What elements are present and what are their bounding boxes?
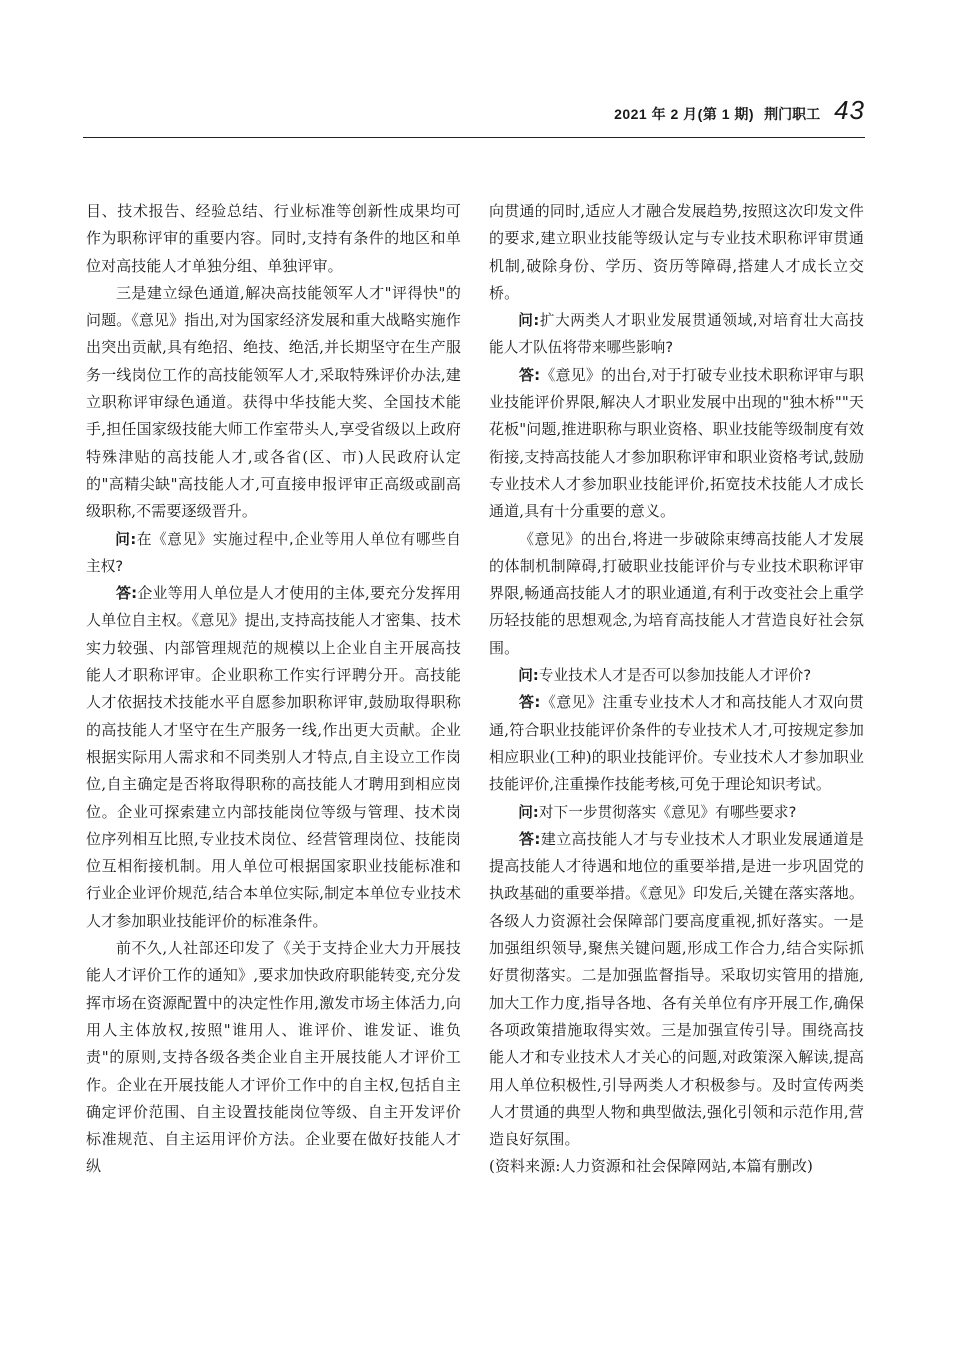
body-paragraph: 目、技术报告、经验总结、行业标准等创新性成果均可作为职称评审的重要内容。同时,支持有条件的地区和单位对高技能人才单独分组、单独评审。 [86,202,461,275]
question-paragraph [86,526,461,581]
issue-date: 2021 年 2 月(第 1 期) [614,106,755,122]
answer-label: 答: [519,693,541,712]
answer-text: 企业等用人单位是人才使用的主体,要充分发挥用人单位自主权。《意见》提出,支持高技能人才密集、技术实力较强、内部管理规范的规模以上企业自主开展高技能人才职称评审。企业职称工作实行评聘分开。高技能人才依据技术技能水平自愿参加职称评审,鼓励取得职称的高技能人才坚守在生产服务一线,作出更大贡献。企业根据实际用人需求和不同类别人才特点,自主设立工作岗位,自主确定是否将取得职称的高技能人才聘用到相应岗位。企业可探索建立内部技能岗位等级与管理、技术岗位序列相互比照,专业技术岗位、经营管理岗位、技能岗位互相衔接机制。用人单位可根据国家职业技能标准和行业企业评价规范,结合本单位实际,制定本单位专业技术人才参加职业技能评价的标准条件。 [86,584,461,930]
question-label: 问: [115,530,137,548]
body-paragraph: (资料来源:人力资源和社会保障网站,本篇有删改) [489,1157,813,1176]
question-label: 问: [518,667,539,685]
body-paragraph: 向贯通的同时,适应人才融合发展趋势,按照这次印发文件的要求,建立职业技能等级认定与专业技术职称评审贯通机制,破除身份、学历、资历等障碍,搭建人才成长立交桥。 [489,202,864,302]
question-paragraph [489,662,864,689]
question-text: 在《意见》实施过程中,企业等用人单位有哪些自主权? [86,530,461,575]
question-label: 问: [518,803,539,821]
question-paragraph [489,799,864,826]
question-label: 问: [518,312,540,330]
answer-text: 《意见》的出台,对于打破专业技术职称评审与职业技能评价界限,解决人才职业发展中出现的"独木桥""天花板"问题,推进职称与职业资格、职业技能等级制度有效衔接,支持高技能人才参加职称评审和职业资格考试,鼓励专业技术人才参加职业技能评价,拓宽技术技能人才成长通道,具有十分重要的意义。 [489,365,864,521]
page-header [83,93,865,138]
answer-label: 答: [116,584,138,603]
body-paragraph: 前不久,人社部还印发了《关于支持企业大力开展技能人才评价工作的通知》,要求加快政府职能转变,充分发挥市场在资源配置中的决定性作用,激发市场主体活力,向用人主体放权,按照"谁用人、谁评价、谁发证、谁负责"的原则,支持各级各类企业自主开展技能人才评价工作。企业在开展技能人才评价工作中的自主权,包括自主确定评价范围、自主设置技能岗位等级、自主开发评价标准规范、自主运用评价方法。企业要在做好技能人才纵 [86,939,461,1176]
answer-label: 答: [519,829,541,848]
right-column [489,198,864,1181]
body-paragraph: 三是建立绿色通道,解决高技能领军人才"评得快"的问题。《意见》指出,对为国家经济发展和重大战略实施作出突出贡献,具有绝招、绝技、绝活,并长期坚守在生产服务一线岗位工作的高技能领军人才,采取特殊评价办法,建立职称评审绿色通道。获得中华技能大奖、全国技术能手,担任国家级技能大师工作室带头人,享受省级以上政府特殊津贴的高技能人才,或各省(区、市)人民政府认定的"高精尖缺"高技能人才,可直接申报评审正高级或副高级职称,不需要逐级晋升。 [86,283,461,521]
question-text: 扩大两类人才职业发展贯通领域,对培育壮大高技能人才队伍将带来哪些影响? [489,312,864,357]
question-text: 对下一步贯彻落实《意见》有哪些要求? [538,803,797,821]
header-text [614,95,865,126]
question-text: 专业技术人才是否可以参加技能人才评价? [538,667,812,685]
body-paragraph: 《意见》的出台,将进一步破除束缚高技能人才发展的体制机制障碍,打破职业技能评价与专业技术职称评审界限,畅通高技能人才的职业通道,有利于改变社会上重学历轻技能的思想观念,为培育高技能人才营造良好社会氛围。 [489,529,864,657]
answer-paragraph [86,580,461,935]
question-paragraph [489,307,864,362]
answer-paragraph [489,826,864,1154]
answer-text: 建立高技能人才与专业技术人才职业发展通道是提高技能人才待遇和地位的重要举措,是进一步巩固党的执政基础的重要举措。《意见》印发后,关键在落实落地。各级人力资源社会保障部门要高度重视,抓好落实。一是加强组织领导,聚焦关键问题,形成工作合力,结合实际抓好贯彻落实。二是加强监督指导。采取切实管用的措施,加大工作力度,指导各地、各有关单位有序开展工作,确保各项政策措施取得实效。三是加强宣传引导。围绕高技能人才和专业技术人才关心的问题,对政策深入解读,提高用人单位积极性,引导两类人才积极参与。及时宣传两类人才贯通的典型人物和典型做法,强化引领和示范作用,营造良好氛围。 [489,829,865,1149]
answer-paragraph [489,362,864,526]
page-number: 43 [834,95,865,125]
answer-text: 《意见》注重专业技术人才和高技能人才双向贯通,符合职业技能评价条件的专业技术人才,可按规定参加相应职业(工种)的职业技能评价。专业技术人才参加职业技能评价,注重操作技能考核,可免于理论知识考试。 [489,693,865,794]
journal-name: 荆门职工 [764,106,821,122]
answer-label: 答: [519,365,541,384]
answer-paragraph [489,689,864,798]
left-column [86,198,461,1181]
